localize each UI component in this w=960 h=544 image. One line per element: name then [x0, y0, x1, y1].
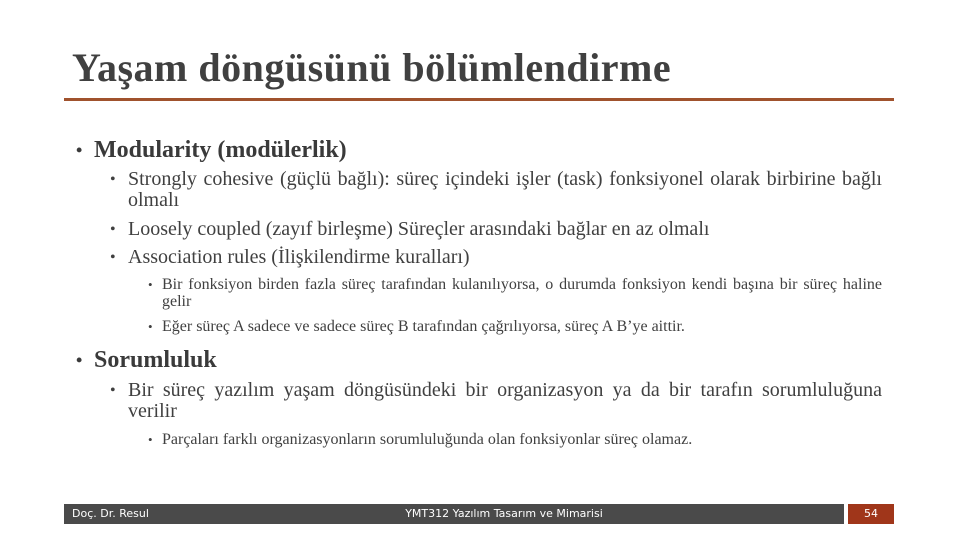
bullet-dot: • — [76, 350, 83, 370]
bullet-association-rules — [110, 247, 882, 268]
bullet-dot: • — [110, 171, 116, 188]
bullet-process-belongs — [148, 318, 882, 335]
footer-author: Doç. Dr. Resul DAŞ — [64, 504, 164, 524]
bullet-text: Sorumluluk — [94, 347, 217, 373]
bullet-modularity — [76, 136, 886, 164]
bullet-text: Parçaları farklı organizasyonların sorumluluğunda olan fonksiyonlar süreç olamaz. — [162, 431, 693, 448]
bullet-text: Loosely coupled (zayıf birleşme) Süreçler arasındaki bağlar en az olmalı — [128, 218, 710, 240]
bullet-text: Association rules (İlişkilendirme kuralları) — [128, 246, 470, 268]
bullet-dot: • — [148, 277, 153, 292]
bullet-text: Modularity (modülerlik) — [94, 137, 347, 163]
bullet-function-multiple — [148, 276, 882, 310]
slide-title: Yaşam döngüsünü bölümlendirme — [72, 45, 672, 90]
bullet-process-assigned — [110, 380, 882, 422]
bullet-dot: • — [110, 382, 116, 399]
bullet-loosely-coupled — [110, 219, 882, 240]
bullet-responsibility — [76, 346, 886, 374]
bullet-text: Bir süreç yazılım yaşam döngüsündeki bir organizasyon ya da bir tarafın sorumluluğuna verilir — [128, 379, 882, 422]
bullet-text: Eğer süreç A sadece ve sadece süreç B tarafından çağrılıyorsa, süreç A B’ye aittir. — [162, 318, 685, 335]
slide-page-number: 54 — [848, 504, 894, 524]
bullet-dot: • — [110, 249, 116, 266]
bullet-text: Strongly cohesive (güçlü bağlı): süreç içindeki işler (task) fonksiyonel olarak birbirine bağlı olmalı — [128, 168, 882, 211]
bullet-strongly-cohesive — [110, 169, 882, 211]
bullet-dot: • — [76, 140, 83, 160]
footer-course: YMT312 Yazılım Tasarım ve Mimarisi — [164, 504, 844, 524]
bullet-dot: • — [148, 319, 153, 334]
bullet-dot: • — [110, 221, 116, 238]
bullet-dot: • — [148, 432, 153, 447]
bullet-text: Bir fonksiyon birden fazla süreç tarafından kulanılıyorsa, o durumda fonksiyon kendi başına bir süreç haline gelir — [162, 276, 882, 310]
bullet-parts-different-orgs — [148, 431, 882, 448]
